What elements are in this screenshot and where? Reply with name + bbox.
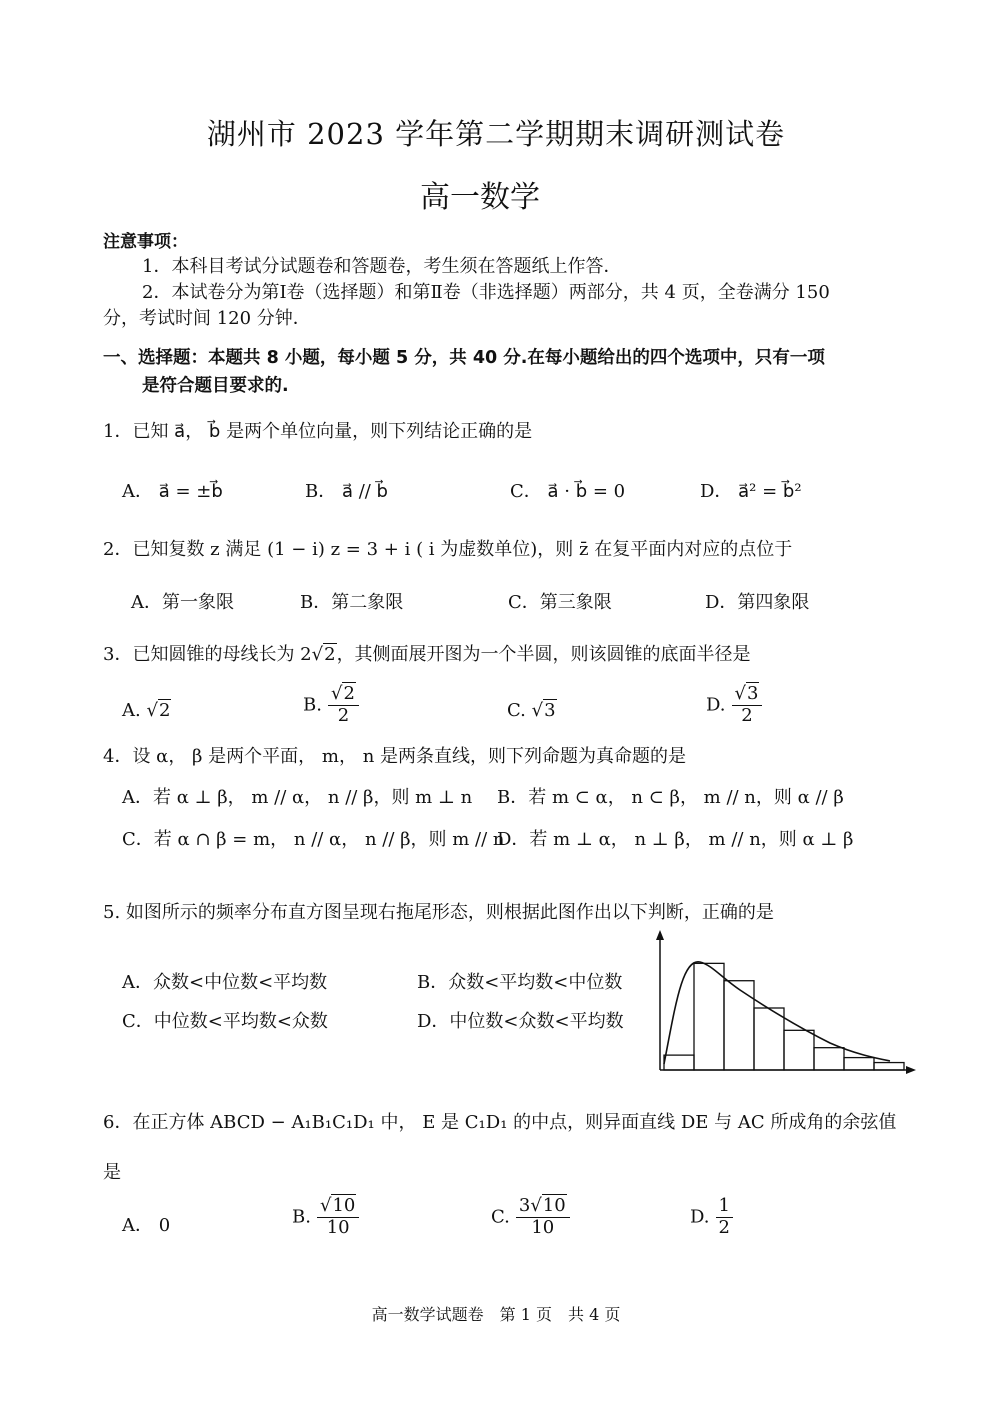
page-footer: 高一数学试题卷 第 1 页 共 4 页 [371,1305,621,1324]
question-4-option-d: D．若 m ⊥ α， n ⊥ β， m // n，则 α ⊥ β [497,829,854,850]
histogram-bar [694,963,724,1070]
question-3-option-b: B. $\frac{√2}{2}$ [303,684,359,726]
histogram-bar [754,1008,784,1070]
question-4-option-b: B．若 m ⊂ α， n ⊂ β， m // n，则 α // β [497,787,844,808]
histogram-bar [784,1030,814,1070]
y-axis-arrow [656,930,664,940]
question-1-option-c: C． a⃗ · b⃗ = 0 [510,481,626,502]
section-heading-line1: 一、选择题：本题共 8 小题，每小题 5 分，共 40 分.在每小题给出的四个选项中，只有一项 [103,348,825,368]
question-4-option-c: C．若 α ∩ β = m， n // α， n // β，则 m // n [122,829,505,850]
section-heading-line2: 是符合题目要求的. [142,376,289,396]
question-3-option-c: C. √3 [507,700,556,721]
question-6-option-c: C. $\frac{3√10}{10}$ [491,1196,570,1238]
notes-heading: 注意事项： [103,232,188,252]
histogram-bars [664,963,904,1070]
histogram-bar [844,1058,874,1070]
question-1-option-a: A． a⃗ = ±b⃗ [122,481,223,502]
question-4-option-a: A．若 α ⊥ β， m // α， n // β，则 m ⊥ n [122,787,473,808]
question-2-option-d: D．第四象限 [705,592,810,613]
question-5-option-c: C．中位数<平均数<众数 [122,1011,328,1032]
histogram-bar [724,981,754,1070]
question-3-stem: 3．已知圆锥的母线长为 2√2，其侧面展开图为一个半圆，则该圆锥的底面半径是 [103,644,751,665]
notes-item-2-line1: 2．本试卷分为第Ⅰ卷（选择题）和第Ⅱ卷（非选择题）两部分，共 4 页，全卷满分 150 [142,282,830,303]
question-5-option-b: B．众数<平均数<中位数 [417,972,623,993]
frequency-histogram [650,928,920,1078]
notes-item-2-line2: 分，考试时间 120 分钟． [103,308,311,329]
histogram-bar [874,1063,904,1070]
question-2-option-b: B．第二象限 [300,592,404,613]
distribution-curve [664,962,890,1064]
question-2-stem: 2．已知复数 z 满足 (1 − i) z = 3 + i ( i 为虚数单位)，则 z̄ 在复平面内对应的点位于 [103,539,793,560]
x-axis-arrow [906,1066,916,1074]
question-1-option-d: D． a⃗² = b⃗² [700,481,802,502]
question-1-option-b: B． a⃗ // b⃗ [305,481,388,502]
question-2-option-c: C．第三象限 [508,592,612,613]
histogram-bar [664,1055,694,1070]
question-6-option-a: A． 0 [122,1215,171,1236]
histogram-bar [814,1048,844,1070]
question-1-stem: 1．已知 a⃗， b⃗ 是两个单位向量，则下列结论正确的是 [103,421,533,442]
question-5-stem: 5. 如图所示的频率分布直方图呈现右拖尾形态，则根据此图作出以下判断，正确的是 [103,902,774,923]
question-5-option-a: A．众数<中位数<平均数 [122,972,328,993]
notes-item-1: 1．本科目考试分试题卷和答题卷，考生须在答题纸上作答． [142,256,622,277]
question-2-option-a: A．第一象限 [131,592,234,613]
question-6-option-d: D. $\frac{1}{2}$ [690,1196,733,1238]
question-5-option-d: D．中位数<众数<平均数 [417,1011,624,1032]
question-3-option-d: D. $\frac{√3}{2}$ [706,684,762,726]
question-4-stem: 4．设 α， β 是两个平面， m， n 是两条直线，则下列命题为真命题的是 [103,746,687,767]
question-6-stem-line2: 是 [103,1162,121,1183]
exam-subtitle: 高一数学 [420,180,540,215]
question-6-option-b: B. $\frac{√10}{10}$ [292,1196,359,1238]
question-3-option-a: A. √2 [122,700,171,721]
exam-title: 湖州市 2023 学年第二学期期末调研测试卷 [206,117,786,151]
question-6-stem-line1: 6．在正方体 ABCD − A₁B₁C₁D₁ 中， E 是 C₁D₁ 的中点，则异面直线 DE 与 AC 所成角的余弦值 [103,1112,897,1133]
